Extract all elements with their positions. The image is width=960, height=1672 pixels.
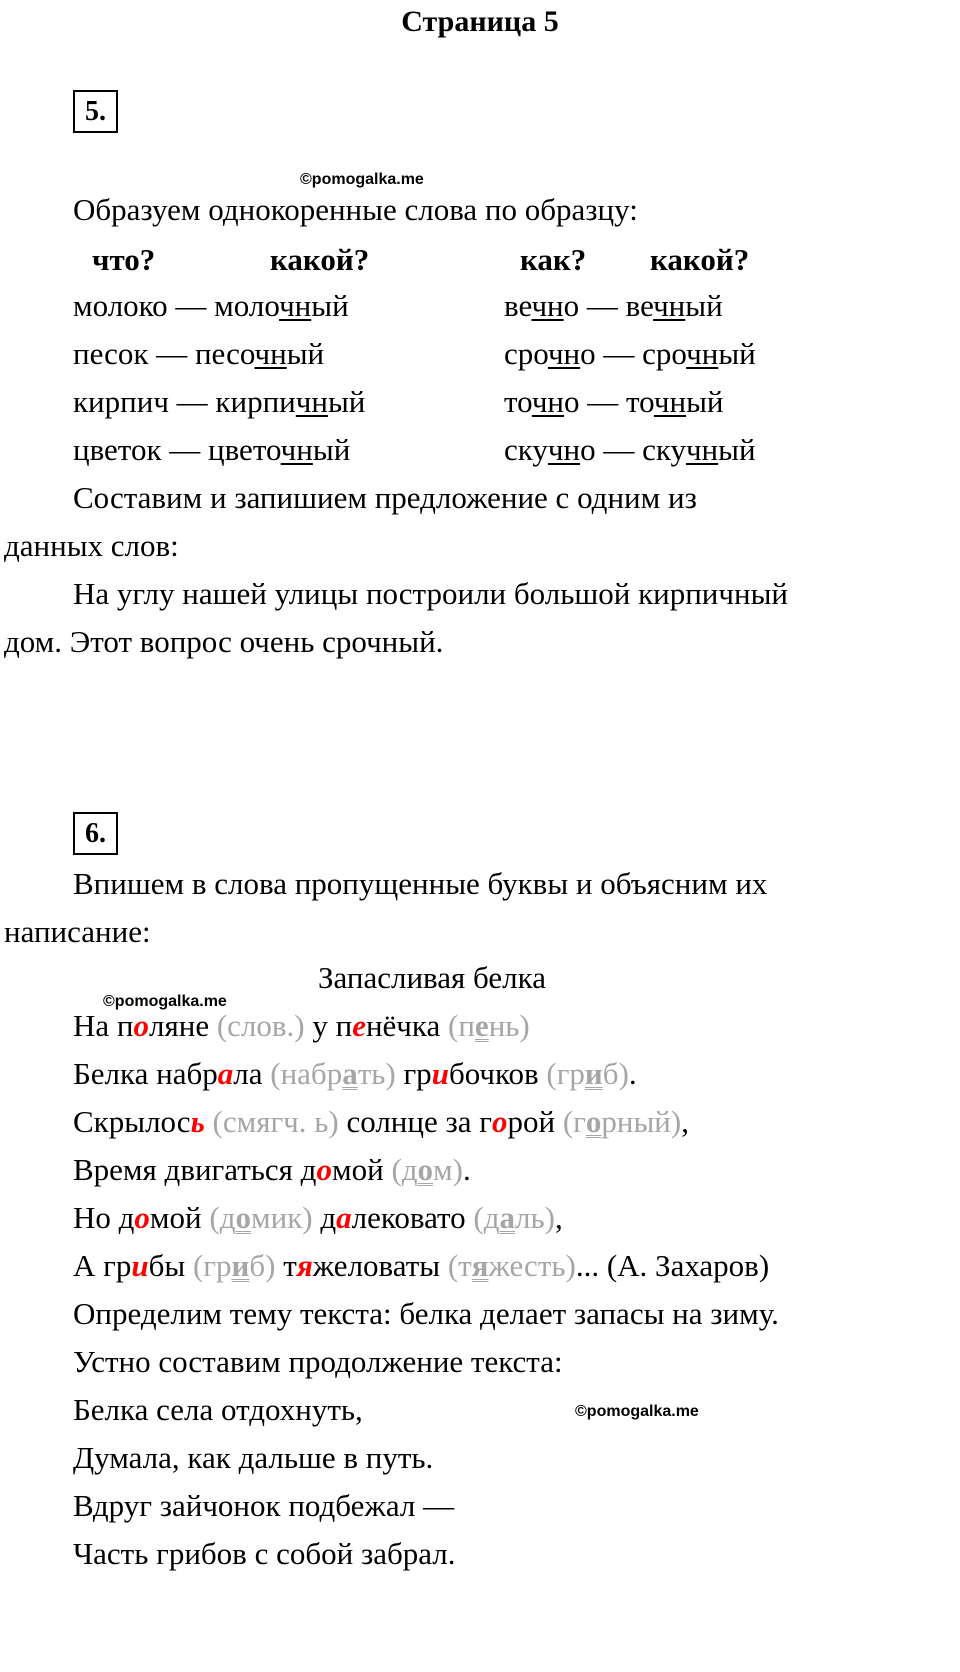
word-pair-left: цветок — цветочный bbox=[73, 432, 351, 467]
inserted-letter: о bbox=[316, 1152, 332, 1187]
compose-instruction: Составим и запишием предложение с одним из bbox=[73, 480, 697, 515]
inserted-letter: о bbox=[133, 1008, 149, 1043]
poem-text: бы bbox=[148, 1248, 193, 1283]
poem-text: мой bbox=[331, 1152, 392, 1187]
example-sentence: На углу нашей улицы построили большой кирпичный bbox=[73, 576, 788, 611]
word-pair-right: вечно — вечный bbox=[504, 288, 723, 323]
check-word-hint: (п bbox=[448, 1008, 475, 1043]
poem-text: лековато bbox=[351, 1200, 474, 1235]
poem-text: нёчка bbox=[365, 1008, 448, 1043]
inserted-letter: е bbox=[352, 1008, 366, 1043]
column-header-which-2: какой? bbox=[650, 242, 750, 277]
poem-line bbox=[73, 1198, 563, 1238]
poem-text bbox=[205, 1104, 213, 1139]
continuation-line: Вдруг зайчонок подбежал — bbox=[73, 1488, 455, 1523]
check-word-letter: о bbox=[417, 1152, 434, 1187]
poem-text: На п bbox=[73, 1008, 134, 1043]
compose-instruction-cont: данных слов: bbox=[4, 528, 179, 563]
poem-text: , bbox=[681, 1104, 689, 1139]
check-word-hint: (смягч. ь) bbox=[212, 1104, 339, 1139]
task-5-intro: Образуем однокоренные слова по образцу: bbox=[73, 192, 638, 227]
word-pair-right: точно — точный bbox=[504, 384, 724, 419]
poem-text: А гр bbox=[73, 1248, 132, 1283]
word-pair-right: скучно — скучный bbox=[504, 432, 756, 467]
poem-text: у п bbox=[304, 1008, 353, 1043]
column-header-what: что? bbox=[92, 242, 156, 277]
check-word-hint: нь) bbox=[488, 1008, 530, 1043]
poem-text: , bbox=[554, 1200, 563, 1235]
check-word-hint: б) bbox=[249, 1248, 276, 1283]
inserted-letter: ь bbox=[190, 1104, 205, 1139]
inserted-letter: я bbox=[296, 1248, 313, 1283]
check-word-hint: (д bbox=[473, 1200, 500, 1235]
poem-text: рой bbox=[507, 1104, 563, 1139]
text-theme: Определим тему текста: белка делает запасы на зиму. bbox=[73, 1296, 779, 1331]
poem-line bbox=[73, 1054, 637, 1094]
inserted-letter: а bbox=[336, 1200, 352, 1235]
check-word-letter: я bbox=[471, 1248, 489, 1283]
check-word-hint: (набр bbox=[270, 1056, 343, 1091]
poem-text: . bbox=[463, 1152, 471, 1187]
poem-text: желоваты bbox=[312, 1248, 448, 1283]
check-word-hint: ть) bbox=[357, 1056, 396, 1091]
check-word-hint: жесть) bbox=[488, 1248, 576, 1283]
check-word-letter: о bbox=[235, 1200, 251, 1235]
check-word-hint: рный) bbox=[601, 1104, 682, 1139]
poem-line bbox=[73, 1246, 769, 1286]
poem-text: д bbox=[312, 1200, 337, 1235]
poem-text: Но д bbox=[73, 1200, 135, 1235]
inserted-letter: о bbox=[491, 1104, 508, 1139]
check-word-hint: (гр bbox=[192, 1248, 232, 1283]
poem-text: ла bbox=[233, 1056, 271, 1091]
poem-line bbox=[73, 1102, 689, 1142]
poem-title: Запасливая белка bbox=[318, 960, 546, 995]
poem-text: гр bbox=[395, 1056, 432, 1091]
continuation-intro: Устно составим продолжение текста: bbox=[73, 1344, 563, 1379]
check-word-letter: е bbox=[474, 1008, 489, 1043]
poem-line bbox=[73, 1150, 471, 1190]
check-word-hint: (д bbox=[209, 1200, 236, 1235]
check-word-letter: а bbox=[342, 1056, 358, 1091]
check-word-hint: б) bbox=[602, 1056, 629, 1091]
inserted-letter: и bbox=[131, 1248, 149, 1283]
watermark: ©pomogalka.me bbox=[103, 993, 227, 1010]
word-pair-left: кирпич — кирпичный bbox=[73, 384, 366, 419]
check-word-hint: ль) bbox=[515, 1200, 555, 1235]
poem-text: ляне bbox=[149, 1008, 217, 1043]
check-word-hint: (д bbox=[391, 1152, 418, 1187]
task-5-number: 5. bbox=[73, 90, 118, 133]
example-sentence-cont: дом. Этот вопрос очень срочный. bbox=[4, 624, 444, 659]
task-6-intro-cont: написание: bbox=[4, 914, 151, 949]
check-word-hint: (г bbox=[562, 1104, 586, 1139]
inserted-letter: и bbox=[431, 1056, 449, 1091]
poem-text: ... (А. Захаров) bbox=[575, 1248, 770, 1283]
continuation-line: Думала, как дальше в путь. bbox=[73, 1440, 434, 1475]
word-pair-left: песок — песочный bbox=[73, 336, 325, 371]
check-word-hint: м) bbox=[433, 1152, 463, 1187]
inserted-letter: а bbox=[217, 1056, 234, 1091]
page-title: Страница 5 bbox=[401, 5, 559, 38]
poem-text: . bbox=[628, 1056, 637, 1091]
word-pair-left: молоко — молочный bbox=[73, 288, 349, 323]
poem-text: Белка набр bbox=[73, 1056, 218, 1091]
column-header-which: какой? bbox=[270, 242, 370, 277]
poem-text: мой bbox=[149, 1200, 210, 1235]
check-word-letter: а bbox=[499, 1200, 516, 1235]
poem-text: Скрылос bbox=[73, 1104, 191, 1139]
continuation-line: Часть грибов с собой забрал. bbox=[73, 1536, 456, 1571]
task-6-number: 6. bbox=[73, 812, 118, 855]
continuation-line: Белка села отдохнуть, bbox=[73, 1392, 363, 1427]
check-word-hint: (слов.) bbox=[216, 1008, 305, 1043]
inserted-letter: о bbox=[134, 1200, 150, 1235]
check-word-hint: мик) bbox=[251, 1200, 313, 1235]
poem-line bbox=[73, 1006, 530, 1046]
check-word-letter: и bbox=[231, 1248, 250, 1283]
check-word-letter: и bbox=[584, 1056, 603, 1091]
check-word-letter: о bbox=[585, 1104, 602, 1139]
check-word-hint: (т bbox=[447, 1248, 472, 1283]
check-word-hint: (гр bbox=[546, 1056, 585, 1091]
column-header-how: как? bbox=[520, 242, 587, 277]
task-6-intro: Впишем в слова пропущенные буквы и объясним их bbox=[73, 866, 768, 901]
poem-text: Время двигаться д bbox=[73, 1152, 317, 1187]
poem-text: солнце за г bbox=[338, 1104, 492, 1139]
watermark: ©pomogalka.me bbox=[575, 1403, 699, 1420]
poem-text: т bbox=[275, 1248, 297, 1283]
poem-text: бочков bbox=[448, 1056, 547, 1091]
watermark: ©pomogalka.me bbox=[300, 171, 424, 188]
word-pair-right: срочно — срочный bbox=[504, 336, 756, 371]
